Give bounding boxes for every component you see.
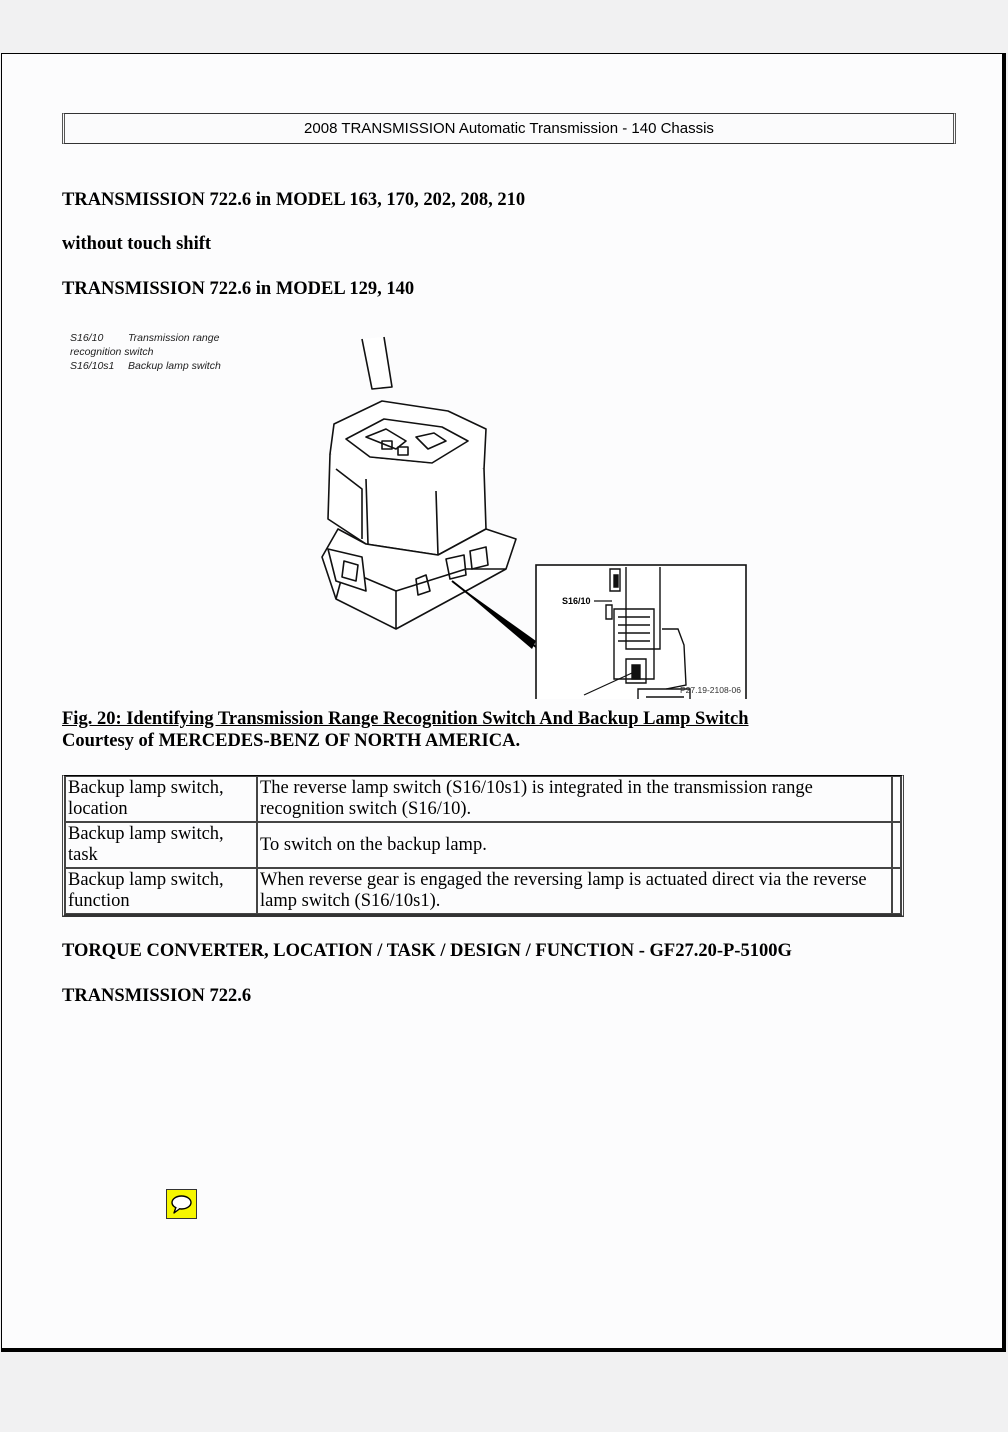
heading-models-163-210: TRANSMISSION 722.6 in MODEL 163, 170, 202, 208, 210 <box>62 190 526 210</box>
shifter-assembly-illustration <box>66 329 766 699</box>
table-row <box>65 868 901 914</box>
table-row <box>65 822 901 868</box>
heading-models-129-140: TRANSMISSION 722.6 in MODEL 129, 140 <box>62 279 415 299</box>
legend-row: recognition switch <box>70 346 154 358</box>
table-cell-text: The reverse lamp switch (S16/10s1) is integrated in the transmission range recognition switch (S16/10). <box>257 776 892 822</box>
document-page <box>1 53 1006 1352</box>
heading-torque-converter: TORQUE CONVERTER, LOCATION / TASK / DESIGN / FUNCTION - GF27.20-P-5100G <box>62 941 792 961</box>
figure-title: Fig. 20: Identifying Transmission Range Recognition Switch And Backup Lamp Switch <box>62 709 749 729</box>
backup-lamp-switch-table <box>62 775 904 917</box>
table-row <box>65 776 901 822</box>
figure-reference: P27.19-2108-06 <box>680 685 741 695</box>
comment-icon[interactable] <box>166 1189 197 1219</box>
heading-transmission-722-6: TRANSMISSION 722.6 <box>62 986 252 1006</box>
table-cell-label: Backup lamp switch, location <box>65 776 257 822</box>
figure-caption <box>62 708 749 752</box>
legend-row: S16/10s1 Backup lamp switch <box>70 360 221 372</box>
inset-label-s16-10: S16/10 <box>562 596 591 606</box>
heading-without-touch-shift: without touch shift <box>62 234 212 254</box>
legend-row: S16/10 Transmission range <box>70 332 220 344</box>
table-cell-text: To switch on the backup lamp. <box>257 822 892 868</box>
table-cell-text: When reverse gear is engaged the reversing lamp is actuated direct via the reverse lamp switch (S16/10s1). <box>257 868 892 914</box>
figure-courtesy: Courtesy of MERCEDES-BENZ OF NORTH AMERICA. <box>62 731 521 751</box>
figure-20 <box>66 329 766 699</box>
table-cell-label: Backup lamp switch, task <box>65 822 257 868</box>
document-header: 2008 TRANSMISSION Automatic Transmission - 140 Chassis <box>62 113 956 144</box>
table-cell-label: Backup lamp switch, function <box>65 868 257 914</box>
